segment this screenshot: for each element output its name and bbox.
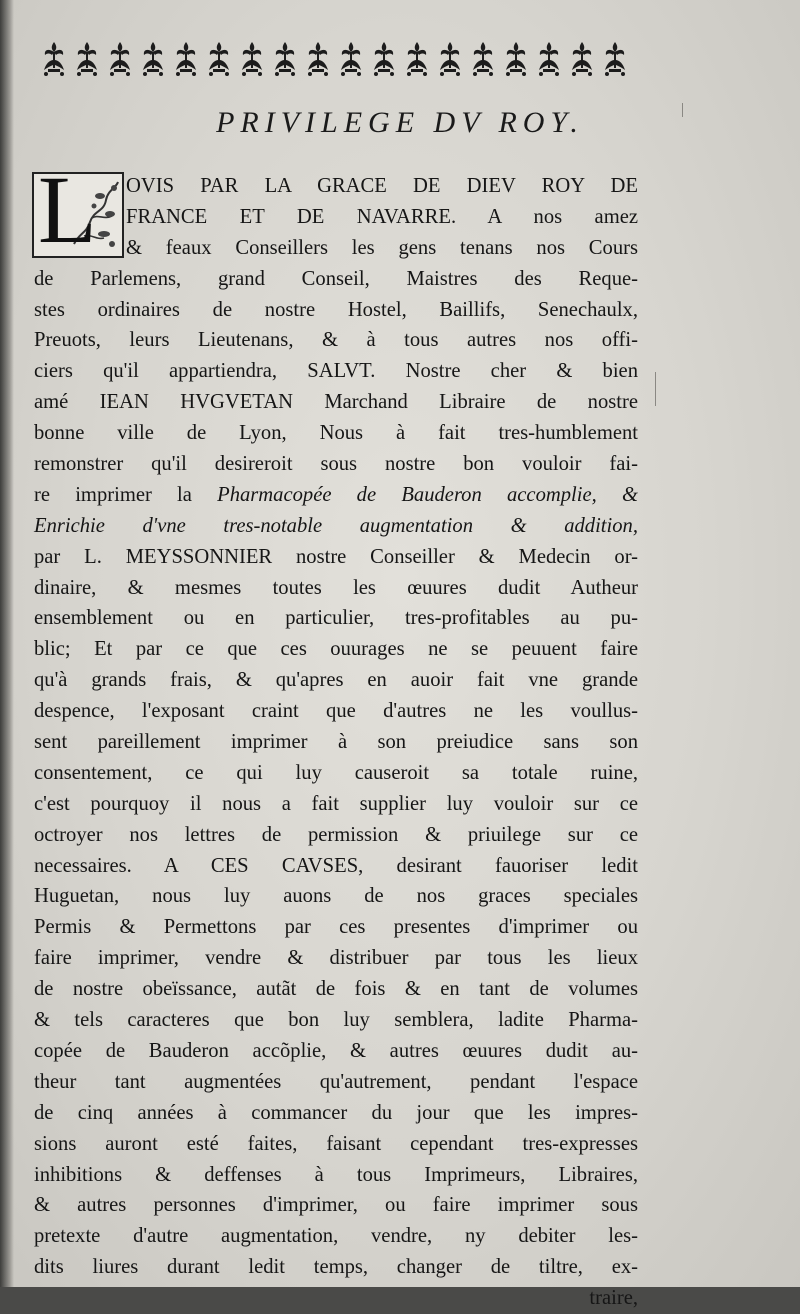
text-line: Huguetan, nous luy auons de nos graces speciales [34, 885, 638, 908]
text-line: inhibitions & deffenses à tous Imprimeurs, Libraires, [34, 1163, 638, 1186]
text-line: pretexte d'autre augmentation, vendre, ny debiter les- [34, 1225, 638, 1248]
text-line: necessaires. A CES CAVSES, desirant fauoriser ledit [34, 854, 638, 877]
text-line: bonne ville de Lyon, Nous à fait tres-humblement [34, 422, 638, 445]
catchword: traire, [589, 1287, 638, 1310]
text-segment: re imprimer la [34, 483, 218, 506]
text-line: dits liures durant ledit temps, changer de tiltre, ex- [34, 1256, 638, 1279]
drop-cap-letter: L [38, 156, 97, 263]
text-line: sions auront esté faites, faisant cependant tres-expresses [34, 1132, 638, 1155]
text-line: & tels caracteres que bon luy semblera, ladite Pharma- [34, 1009, 638, 1032]
text-line: qu'à grands frais, & qu'apres en auoir fait vne grande [34, 669, 638, 692]
text-line: de nostre obeïssance, autãt de fois & en tant de volumes [34, 978, 638, 1001]
text-line: copée de Bauderon accõplie, & autres œuures dudit au- [34, 1039, 638, 1062]
text-line: Preuots, leurs Lieutenans, & à tous autres nos offi- [34, 329, 638, 352]
text-line: par L. MEYSSONNIER nostre Conseiller & Medecin or- [34, 545, 638, 568]
text-line: octroyer nos lettres de permission & priuilege sur ce [34, 823, 638, 846]
text-line: de Parlemens, grand Conseil, Maistres des Reque- [34, 267, 638, 290]
text-line: theur tant augmentées qu'autrement, pendant l'espace [34, 1070, 638, 1093]
text-line: remonstrer qu'il desireroit sous nostre bon vouloir fai- [34, 453, 638, 476]
page-heading: PRIVILEGE DV ROY. [216, 106, 584, 139]
text-line: faire imprimer, vendre & distribuer par tous les lieux [34, 947, 638, 970]
text-line: & feaux Conseillers les gens tenans nos Cours [126, 236, 638, 259]
margin-mark [682, 103, 683, 117]
text-line: c'est pourquoy il nous a fait supplier luy vouloir sur ce [34, 792, 638, 815]
text-line: FRANCE ET DE NAVARRE. A nos amez [126, 205, 638, 228]
text-line: dinaire, & mesmes toutes les œuures dudit Autheur [34, 576, 638, 599]
text-line: sent pareillement imprimer à son preiudice sans son [34, 731, 638, 754]
text-line [34, 480, 638, 511]
text-line: Enrichie d'vne tres-notable augmentation & addition, [34, 514, 638, 537]
text-line: de cinq années à commancer du jour que les impres- [34, 1101, 638, 1124]
text-line: Permis & Permettons par ces presentes d'imprimer ou [34, 916, 638, 939]
italic-title: Pharmacopée de Bauderon accomplie, & [217, 483, 638, 506]
margin-mark [655, 372, 656, 406]
text-line: blic; Et par ce que ces ouurages ne se peuuent faire [34, 638, 638, 661]
privilege-text [34, 171, 638, 1314]
fleuron-ornament-band [42, 38, 638, 78]
text-line: stes ordinaires de nostre Hostel, Baillifs, Senechaulx, [34, 298, 638, 321]
text-line: & autres personnes d'imprimer, ou faire imprimer sous [34, 1194, 638, 1217]
page-edge-shadow [0, 0, 14, 1287]
text-line: amé IEAN HVGVETAN Marchand Libraire de nostre [34, 391, 638, 414]
text-line: OVIS PAR LA GRACE DE DIEV ROY DE [126, 175, 638, 197]
text-line: despence, l'exposant craint que d'autres ne les voullus- [34, 700, 638, 723]
text-line: consentement, ce qui luy causeroit sa totale ruine, [34, 761, 638, 784]
text-line: ciers qu'il appartiendra, SALVT. Nostre cher & bien [34, 360, 638, 383]
text-line: ensemblement ou en particulier, tres-profitables au pu- [34, 607, 638, 630]
